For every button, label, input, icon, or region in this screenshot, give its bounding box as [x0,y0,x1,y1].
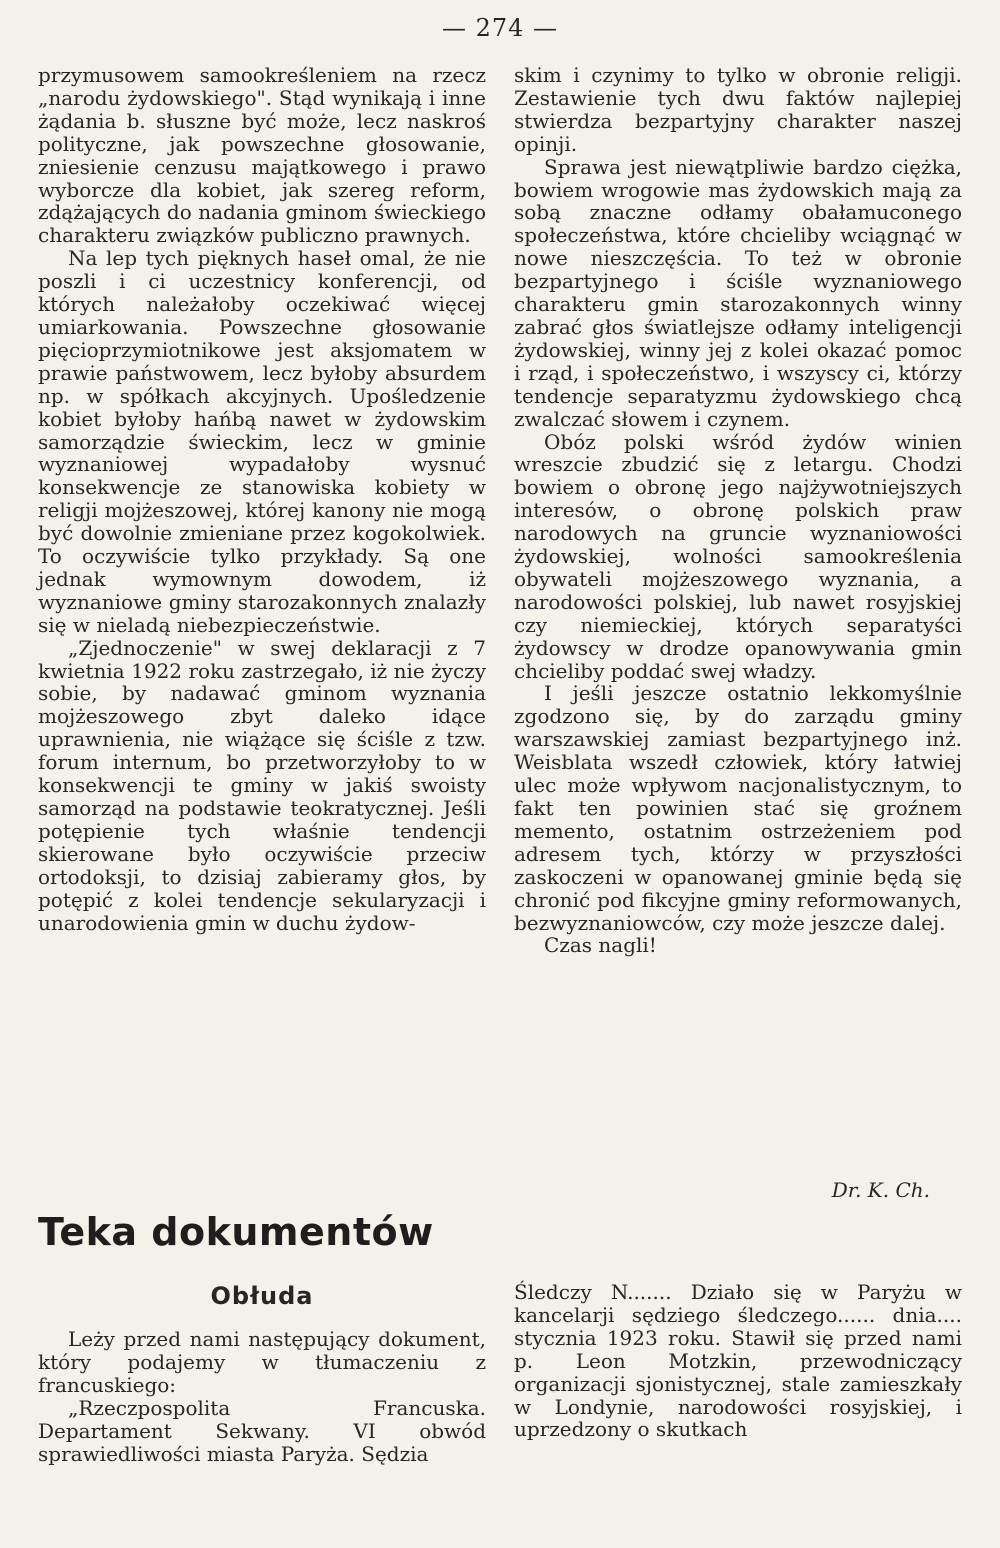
paragraph: Leży przed nami następujący dokument, który podajemy w tłumaczeniu z francuskiego: [38,1327,486,1397]
paragraph: „Rzeczpospolita Francuska. Departament Sekwany. VI obwód sprawiedliwości miasta Paryża. Sędzia [38,1395,486,1466]
left-column-article-continuation [38,64,486,934]
author-signature: Dr. K. Ch. [831,1178,930,1202]
article-heading: Obłuda [210,1282,314,1310]
paragraph: przymusowem samookreśleniem na rzecz „narodu żydowskiego". Stąd wynikają i inne żądania b. słuszne być może, lecz naskroś polityczne, jak powszechne głosowanie, zniesienie cenzusu majątkowego i prawo wyborcze dla kobiet, jak szereg reform, zdążających do nadania gminom świeckiego charakteru związków publiczno prawnych. [38,63,486,248]
section-heading: Teka dokumentów [38,1210,434,1254]
paragraph: Na lep tych pięknych haseł omal, że nie poszli i ci uczestnicy konferencji, od których należałoby oczekiwać więcej umiarkowania. Powszechne głosowanie pięcioprzymiotnikowe jest aksjomatem w prawie państwowem, lecz byłoby absurdem np. w spółkach akcyjnych. Upośledzenie kobiet byłoby hańbą nawet w żydowskim samorządzie świeckim, lecz w gminie wyznaniowej wypadałoby wysnuć konsekwencje ze stanowiska kobiety w religji mojżeszowej, której kanony nie mogą być dowolnie zmieniane przez kogokolwiek. To oczywiście tylko przykłady. Są one jednak wymownym dowodem, iż wyznaniowe gminy starozakonnych znalazły się w nieladą niebezpieczeństwie. [38,246,486,637]
right-column-article-continuation [514,64,962,957]
paragraph: „Zjednoczenie" w swej deklaracji z 7 kwietnia 1922 roku zastrzegało, iż nie życzy sobie, by nadawać gminom wyznania mojżeszowego zbyt daleko idące uprawnienia, nie wiążące się ściśle z tzw. forum internum, bo przetworzyłoby to w konsekwencji te gminy w jakiś swoisty samorząd na podstawie teokratycznej. Jeśli potępienie tych właśnie tendencji skierowane było oczywiście przeciw ortodoksji, to dzisiaj zabieramy głos, by potępić z kolei tendencje sekularyzacji i unarodowienia gmin w duchu żydow- [38,635,486,935]
page-number: — 274 — [441,14,559,42]
paragraph: skim i czynimy to tylko w obronie religji. Zestawienie tych dwu faktów najlepiej stwierdza bezpartyjny charakter naszej opinji. [514,63,962,156]
right-column-document-article [514,1281,962,1441]
left-column-document-article [38,1328,486,1465]
paragraph: Sprawa jest niewątpliwie bardzo ciężka, bowiem wrogowie mas żydowskich mają za sobą znaczne odłamy obałamuconego społeczeństwa, które chcieliby wciągnąć w nowe nieszczęścia. To też w obronie bezpartyjnego i ściśle wyznaniowego charakteru gmin starozakonnych winny zabrać głos światlejsze odłamy inteligencji żydowskiej, winny jej z kolei okazać pomoc i rząd, i społeczeństwo, i wszyscy ci, którzy tendencje separatyzmu żydowskiego chcą zwalczać słowem i czynem. [514,154,962,431]
paragraph: Obóz polski wśród żydów winien wreszcie zbudzić się z letargu. Chodzi bowiem o obronę jego najżywotniejszych interesów, o obronę polskich praw narodowych na gruncie wyznaniowości żydowskiej, wolności samookreślenia obywateli mojżeszowego wyznania, a narodowości polskiej, lub nawet rosyjskiej czy niemieckiej, których separatyści żydowscy w drodze opanowywania gmin chcieliby poddać swej władzy. [514,429,962,683]
paragraph: Śledczy N....... Działo się w Paryżu w kancelarji sędziego śledczego...... dnia.... stycznia 1923 roku. Stawił się przed nami p. Leon Motzkin, przewodniczący organizacji sjonistycznej, stale zamieszkały w Londynie, narodowości rosyjskiej, i uprzedzony o skutkach [514,1280,962,1442]
closing-line: Czas nagli! [544,933,657,958]
paragraph: I jeśli jeszcze ostatnio lekkomyślnie zgodzono się, by do zarządu gminy warszawskiej zamiast bezpartyjnego inż. Weisblata wszedł człowiek, który łatwiej ulec może wpływom nacjonalistycznym, to fakt ten powinien stać się groźnem memento, ostatnim ostrzeżeniem pod adresem tych, którzy w przyszłości zaskoczeni w opanowanej gminie będą się chronić pod fikcyjne gminy reformowanych, bezwyznaniowców, czy może jeszcze dalej. [514,681,962,935]
